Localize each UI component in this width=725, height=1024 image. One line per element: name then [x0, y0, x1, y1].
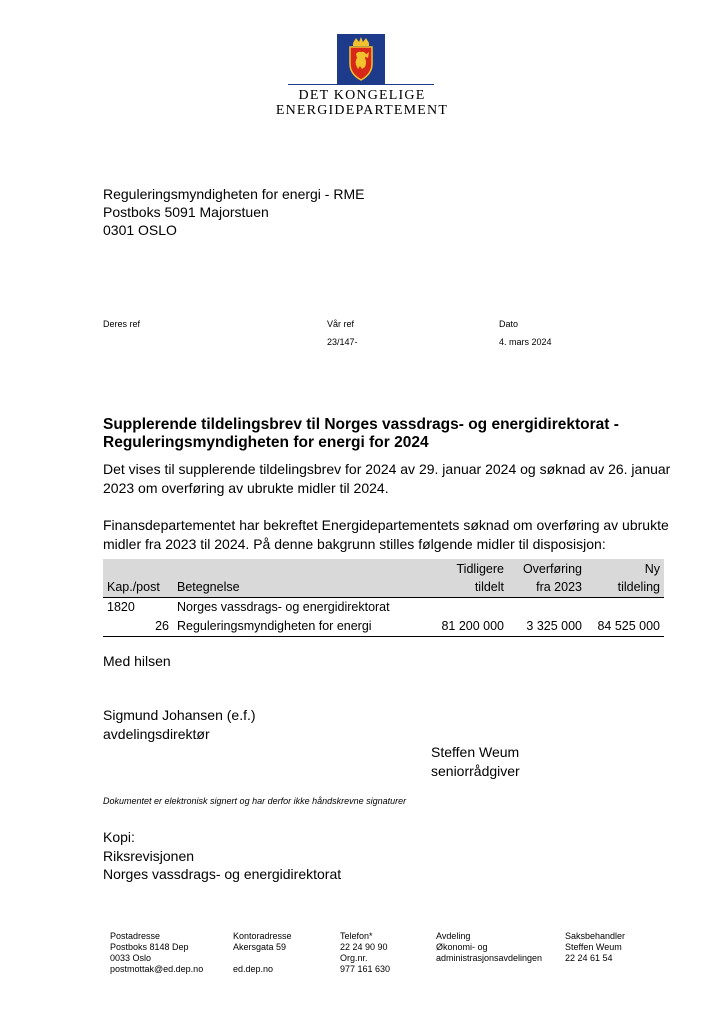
signer-1-title: avdelingsdirektør: [103, 726, 210, 742]
ministry-name-line1: DET KONGELIGE: [298, 88, 426, 103]
footer-value: administrasjonsavdelingen: [436, 953, 543, 963]
cell-kap-post: 1820: [107, 600, 135, 614]
signer-2: [431, 743, 520, 781]
footer-telefon: [340, 931, 390, 975]
footer-label: Telefon*: [340, 931, 373, 941]
paragraph-1: Det vises til supplerende tildelingsbrev for 2024 av 29. januar 2024 og søknad av 26. januar 2023 om overføring av ubrukte midler til 2024.: [103, 461, 671, 496]
footer-value: Steffen Weum: [565, 942, 622, 952]
footer-website: ed.dep.no: [233, 964, 274, 974]
cell-ny: 84 525 000: [597, 619, 660, 633]
copy-recipients: [103, 828, 341, 884]
header-ny: Ny tildeling: [617, 562, 660, 594]
kopi-label: Kopi:: [103, 829, 135, 845]
cell-betegnelse: Reguleringsmyndigheten for energi: [177, 619, 372, 633]
cell-tidligere: [428, 598, 508, 618]
header-overforing: Overføring fra 2023: [522, 562, 582, 594]
signer-2-title: seniorrådgiver: [431, 763, 520, 779]
signature-note: Dokumentet er elektronisk signert og har derfor ikke håndskrevne signaturer: [103, 796, 407, 806]
recipient-line1: Reguleringsmyndigheten for energi - RME: [103, 186, 365, 202]
allocation-table: [103, 559, 664, 637]
footer-avdeling: [436, 931, 542, 964]
var-ref-value: 23/147-: [327, 337, 358, 347]
footer-value: [233, 953, 292, 964]
footer-email: postmottak@ed.dep.no: [110, 964, 204, 974]
recipient-line2: Postboks 5091 Majorstuen: [103, 204, 269, 220]
header-tidligere: Tidligere tildelt: [456, 562, 504, 594]
footer-value: Akersgata 59: [233, 942, 287, 952]
logo-divider: [288, 84, 434, 85]
footer-saksbehandler: [565, 931, 625, 964]
letter-title: Supplerende tildelingsbrev til Norges vassdrags- og energidirektorat - Reguleringsmyndigheten for energi for 2024: [103, 416, 619, 451]
dato-label: Dato: [499, 319, 519, 329]
cell-betegnelse: Norges vassdrags- og energidirektorat: [177, 600, 390, 614]
cell-ny: [586, 598, 664, 618]
recipient-address: [103, 185, 364, 239]
table-row: [103, 598, 664, 618]
footer-value: 22 24 90 90: [340, 942, 388, 952]
var-ref-label: Vår ref: [327, 319, 355, 329]
signer-1-name: Sigmund Johansen (e.f.): [103, 707, 256, 723]
footer-value: 22 24 61 54: [565, 953, 613, 963]
cell-overforing: [508, 598, 586, 618]
cell-overforing: 3 325 000: [526, 619, 582, 633]
norwegian-coat-of-arms-icon: [337, 34, 385, 84]
paragraph-2: Finansdepartementet har bekreftet Energidepartementets søknad om overføring av ubrukte midler fra 2023 til 2024. På denne bakgrunn stilles følgende midler til disposisjon:: [103, 517, 669, 552]
footer-value: 977 161 630: [340, 964, 391, 974]
footer-label: Avdeling: [436, 931, 471, 941]
dato-value: 4. mars 2024: [499, 337, 552, 347]
footer-postadresse: [110, 931, 203, 975]
ministry-name-line2: ENERGIDEPARTEMENT: [275, 103, 449, 118]
table-header-row: [103, 559, 664, 598]
kopi-line2: Norges vassdrags- og energidirektorat: [103, 866, 342, 882]
footer-label: Saksbehandler: [565, 931, 626, 941]
cell-kap-post: 26: [155, 619, 169, 633]
signer-1: [103, 706, 256, 744]
footer-label: Postadresse: [110, 931, 161, 941]
recipient-line3: 0301 OSLO: [103, 222, 177, 238]
footer-value: 0033 Oslo: [110, 953, 152, 963]
footer-value: Org.nr.: [340, 953, 368, 963]
header-betegnelse: Betegnelse: [177, 580, 240, 594]
signer-2-name: Steffen Weum: [431, 744, 520, 760]
deres-ref-label: Deres ref: [103, 319, 141, 329]
cell-tidligere: 81 200 000: [441, 619, 504, 633]
table-row: [103, 617, 664, 637]
footer-kontoradresse: [233, 931, 292, 975]
ministry-name: [262, 88, 462, 118]
footer-label: Kontoradresse: [233, 931, 292, 941]
footer-value: Postboks 8148 Dep: [110, 942, 189, 952]
footer-value: Økonomi- og: [436, 942, 488, 952]
header-kap-post: Kap./post: [107, 580, 160, 594]
closing-greeting: Med hilsen: [103, 653, 171, 669]
kopi-line1: Riksrevisjonen: [103, 847, 195, 864]
